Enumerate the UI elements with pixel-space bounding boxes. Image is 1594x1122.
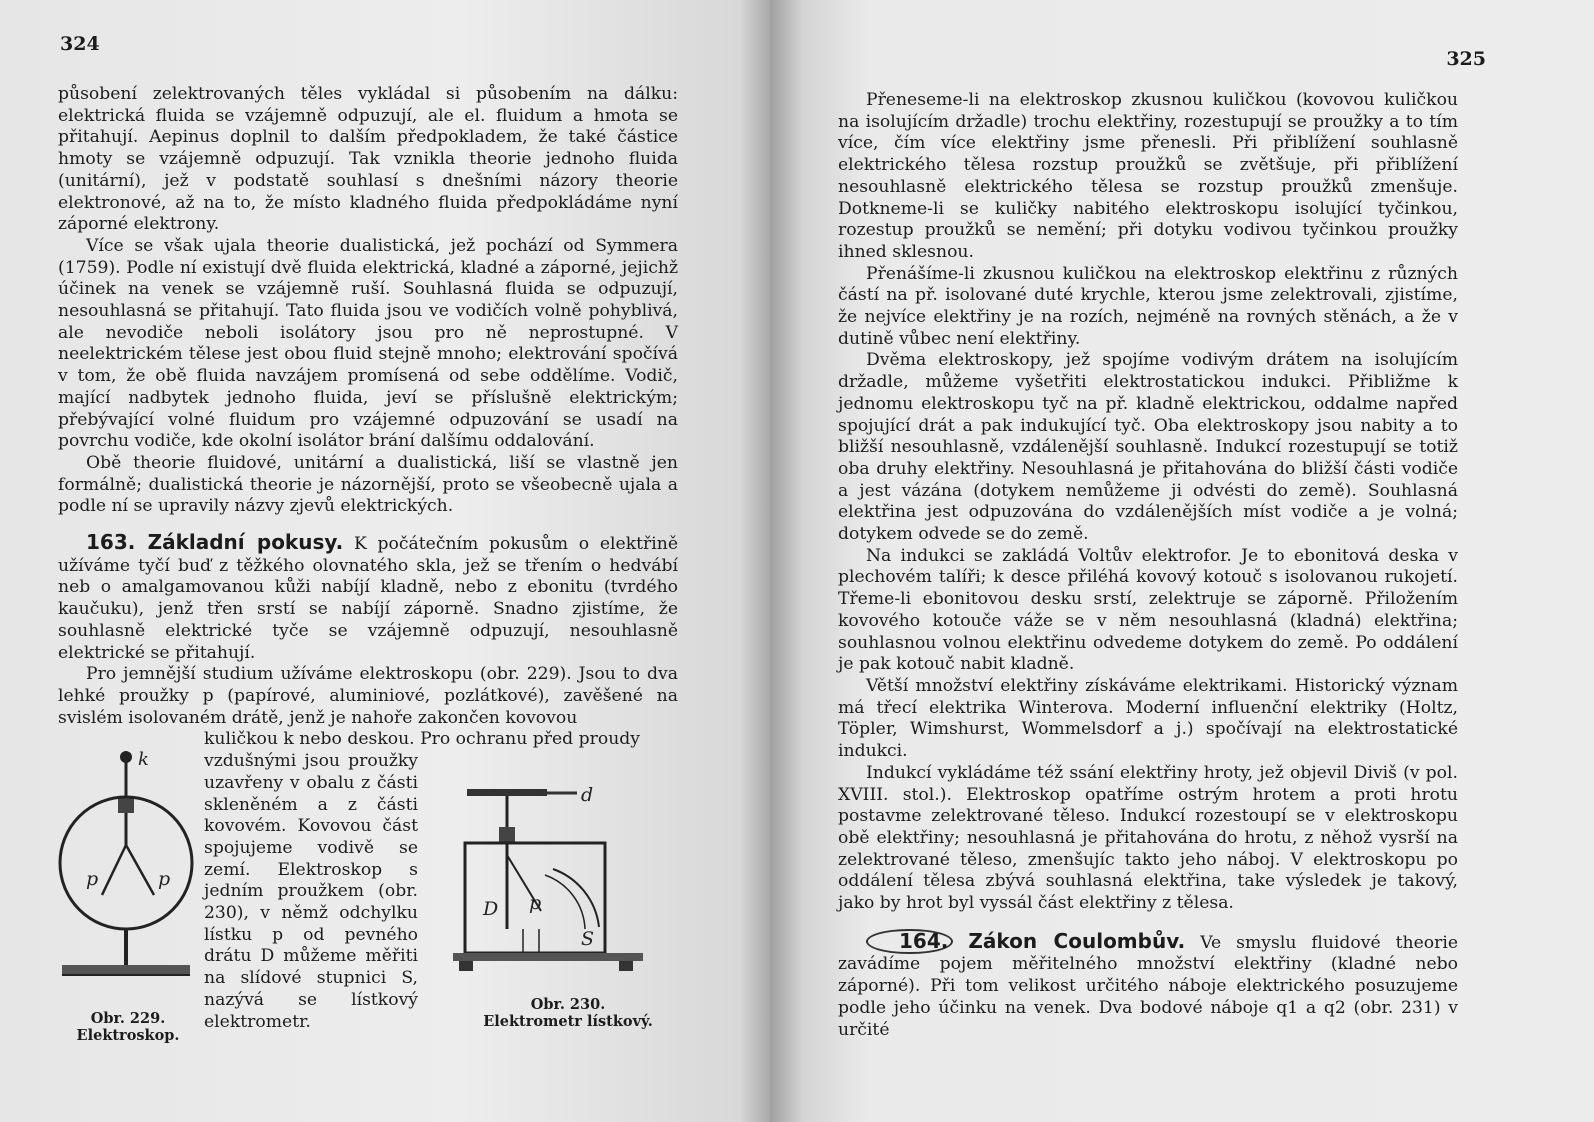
page-number-right: 325 xyxy=(1446,48,1486,70)
section-163-paragraph xyxy=(58,532,678,664)
figure-229-label: Obr. 229. xyxy=(90,1009,166,1027)
paragraph: Dvěma elektroskopy, jež spojíme vodivým drátem na isolujícím držadle, můžeme vyšetřiti elektrostatickou indukci. Přibližme k jednomu elektroskopu tyč na př. kladně elektrickou, oddalme napřed spojující drát a pak indukující tyč. Oba elektroskopy jsou nabity a to bližší nesouhlasně, vzdálenější souhlasně. Indukcí rozestupují se totiž oba druhy elektřiny. Nesouhlasná je přitahována do bližší části vodiče a jest vázána (dotykem nemůžeme ji odvésti do země). Souhlasná elektřina jest odpuzována do vzdálenějších míst vodiče a je volná; dotykem odvede se do země. xyxy=(838,350,1458,545)
paragraph: Více se však ujala theorie dualistická, jež pochází od Symmera (1759). Podle ní existují dvě fluida elektrická, kladné a záporné, jejichž účinek na venek se vzájemně ruší. Souhlasná fluida se odpuzují, nesouhlasná se přitahují. Tato fluida jsou ve vodičích volně pohyblivá, ale nevodiče neboli isolátory jsou pro ně neprostupné. V neelektrickém tělese jest obou fluid stejně mnoho; elektrování spočívá v tom, že obě fluida navzájem promísená od sebe oddělíme. Vodič, mající nadbytek jednoho fluida, jeví se příslušně elektrickým; přebývající volné fluidum pro vzájemné odpuzování se usadí na povrchu vodiče, kde okolní isolátor brání dalšímu oddalování. xyxy=(58,235,678,452)
paragraph: Indukcí vykládáme též ssání elektřiny hroty, jež objevil Diviš (v pol. XVIII. stol.). Elektroskop opatříme ostrým hrotem a proti hrotu postavme zelektrované těleso. Indukcí rozestoupí se v elektroskopu obě elektřiny; nesouhlasná je přitahována do hrotu, z něhož vysrší na zelektrované těleso, zmenšujíc takto jeho náboj. V elektroskopu po oddálení tělesa zbývá souhlasná elektřina, take výsledek je takový, jako by hrot byl vyssál část elektřiny z tělesa. xyxy=(838,762,1458,914)
page-number-left: 324 xyxy=(60,33,100,55)
leaf-electrometer-drawing xyxy=(453,779,683,989)
paragraph: Přenášíme-li zkusnou kuličkou na elektroskop elektřinu z různých částí na př. isolované duté krychle, kterou jsme zelektrovali, zjistíme, že nejvíce elektřiny je na rozích, nejméně na rovných stěnách, a že v dutině vůbec není elektřiny. xyxy=(838,263,1458,349)
paragraph: Větší množství elektřiny získáváme elektrikami. Historický význam má třecí elektrika Winterova. Moderní influenční elektriky (Holtz, Töpler, Wimshurst, Wommelsdorf a j.) spočívají na elektrostatické indukci. xyxy=(838,675,1458,762)
label-D: D xyxy=(483,898,499,921)
right-text-column xyxy=(838,90,1458,1041)
section-164-paragraph xyxy=(838,929,1458,1042)
electroscope-drawing xyxy=(58,745,198,1003)
label-d: d xyxy=(581,784,594,807)
figure-229-caption: Elektroskop. xyxy=(76,1026,180,1044)
figure-230-label: Obr. 230. xyxy=(530,995,606,1013)
left-page xyxy=(0,0,770,1122)
figure-229 xyxy=(58,745,198,1044)
section-heading-163: 163. Základní pokusy. xyxy=(86,530,344,555)
figure-row xyxy=(58,751,678,1051)
paragraph: Obě theorie fluidové, unitární a dualistická, liší se vlastně jen formálně; dualistická theorie je názornější, proto se všeobecně ujala a podle ní se upravily názvy zjevů elektrických. xyxy=(58,452,678,517)
label-p: p xyxy=(529,892,542,915)
figure-230-caption: Elektrometr lístkový. xyxy=(483,1012,653,1030)
section-number-164: 164. xyxy=(866,929,953,955)
section-164-text: Ve smyslu fluidové theorie zavádíme pojem měřitelného množství elektřiny (kladné nebo záporné). Při tom velikost určitého náboje elektrického posuzujeme podle jeho účinku na venek. Dva bodové náboje q1 a q2 (obr. 231) v určité xyxy=(838,932,1458,1040)
paragraph: Pro jemnější studium užíváme elektroskopu (obr. 229). Jsou to dva lehké proužky p (papírové, aluminiové, pozlátkové), zavěšené na svislém isolovaném drátě, jenž je nahoře zakončen kovovou xyxy=(58,664,678,728)
left-text-column xyxy=(58,84,678,1051)
figure-230 xyxy=(453,779,683,1030)
label-S: S xyxy=(581,928,595,951)
section-163-text: K počátečním pokusům o elektřině užíváme tyčí buď z těžkého olovnatého skla, jež se třením o hedvábí neb o amalgamovanou kůži nabíjí kladně, nebo z ebonitu (tvrdého kaučuku), jenž třen srstí se nabíjí záporně. Snadno zjistíme, že souhlasně elektrické tyče se vzájemně odpuzují, nesouhlasně elektrické se přitahují. xyxy=(58,534,678,663)
figure-side-text: vzdušnými jsou proužky uzavřeny v obalu z části skleněném a z části kovovém. Kovovou část spojujeme vodivě se zemí. Elektroskop s jedním proužkem (obr. 230), v němž odchylku lístku p od pevného drátu D můžeme měřiti na slídové stupnici S, nazývá se lístkový elektrometr. xyxy=(204,751,418,1032)
paragraph: Na indukci se zakládá Voltův elektrofor. Je to ebonitová deska v plechovém talíři; k desce přiléhá kovový kotouč s isolovanou rukojetí. Třeme-li ebonitovou desku srstí, zelektruje se záporně. Přiložením kovového kotouče váže se v něm nesouhlasná (kladná) elektřina; souhlasnou volnou elektřinu odvedeme dotykem do země. Po oddálení je pak kotouč nabit kladně. xyxy=(838,545,1458,675)
section-heading-164: Zákon Coulombův. xyxy=(968,928,1186,953)
label-p-left: p xyxy=(86,868,99,891)
right-page xyxy=(770,0,1594,1122)
label-k: k xyxy=(138,749,149,771)
paragraph: působení zelektrovaných těles vykládal si působením na dálku: elektrická fluida se vzájemně odpuzují, ale el. fluidum a hmota se přitahují. Aepinus doplnil to dalším předpokladem, že také částice hmoty se vzájemně odpuzují. Tak vznikla theorie jednoho fluida (unitární), jež v podstatě souhlasí s dnešními názory theorie elektronové, až na to, že místo kladného fluida předpokládáme nyní záporné elektrony. xyxy=(58,84,678,235)
paragraph-continuation: kuličkou k nebo deskou. Pro ochranu před proudy xyxy=(204,729,640,750)
label-p-right: p xyxy=(158,868,171,891)
paragraph: Přeneseme-li na elektroskop zkusnou kuličkou (kovovou kuličkou na isolujícím držadle) trochu elektřiny, rozestupují se proužky a to tím více, čím více elektřiny jsme přenesli. Při přiblížení souhlasně elektrického tělesa rozstup proužků se zvětšuje, při přiblížení nesouhlasně elektrického tělesa se rozstup proužků zmenšuje. Dotkneme-li se kuličky nabitého elektroskopu isolující tyčinkou, rozestup proužků se nemění; při dotyku vodivou tyčinkou proužky ihned sklesnou. xyxy=(838,90,1458,262)
